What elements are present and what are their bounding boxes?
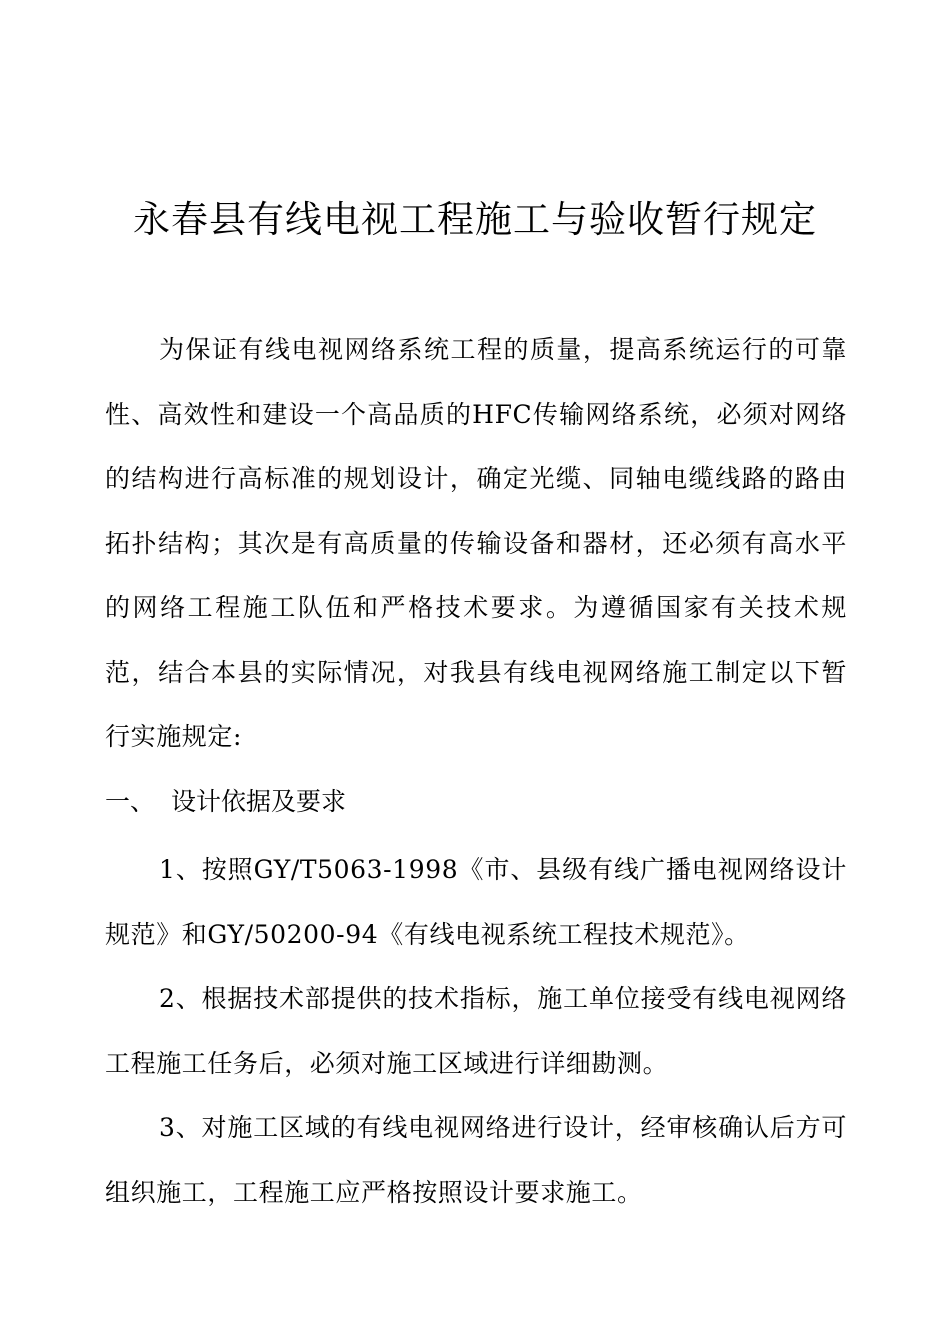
list-item: 2、根据技术部提供的技术指标，施工单位接受有线电视网络工程施工任务后，必须对施工区域进行详细勘测。: [105, 984, 847, 1078]
section-heading: [105, 780, 346, 824]
document-title: 永春县有线电视工程施工与验收暂行规定: [133, 198, 817, 241]
section-title: 设计依据及要求: [171, 787, 347, 816]
section-number: 一、: [105, 787, 156, 816]
list-item: 3、对施工区域的有线电视网络进行设计，经审核确认后方可组织施工，工程施工应严格按照设计要求施工。: [105, 1113, 847, 1207]
list-item: 1、按照GY/T5063-1998《市、县级有线广播电视网络设计规范》和GY/50200-94《有线电视系统工程技术规范》。: [105, 855, 847, 949]
intro-paragraph: 为保证有线电视网络系统工程的质量，提高系统运行的可靠性、高效性和建设一个高品质的HFC传输网络系统，必须对网络的结构进行高标准的规划设计，确定光缆、同轴电缆线路的路由拓扑结构；其次是有高质量的传输设备和器材，还必须有高水平的网络工程施工队伍和严格技术要求。为遵循国家有关技术规范，结合本县的实际情况，对我县有线电视网络施工制定以下暂行实施规定:: [105, 335, 847, 751]
